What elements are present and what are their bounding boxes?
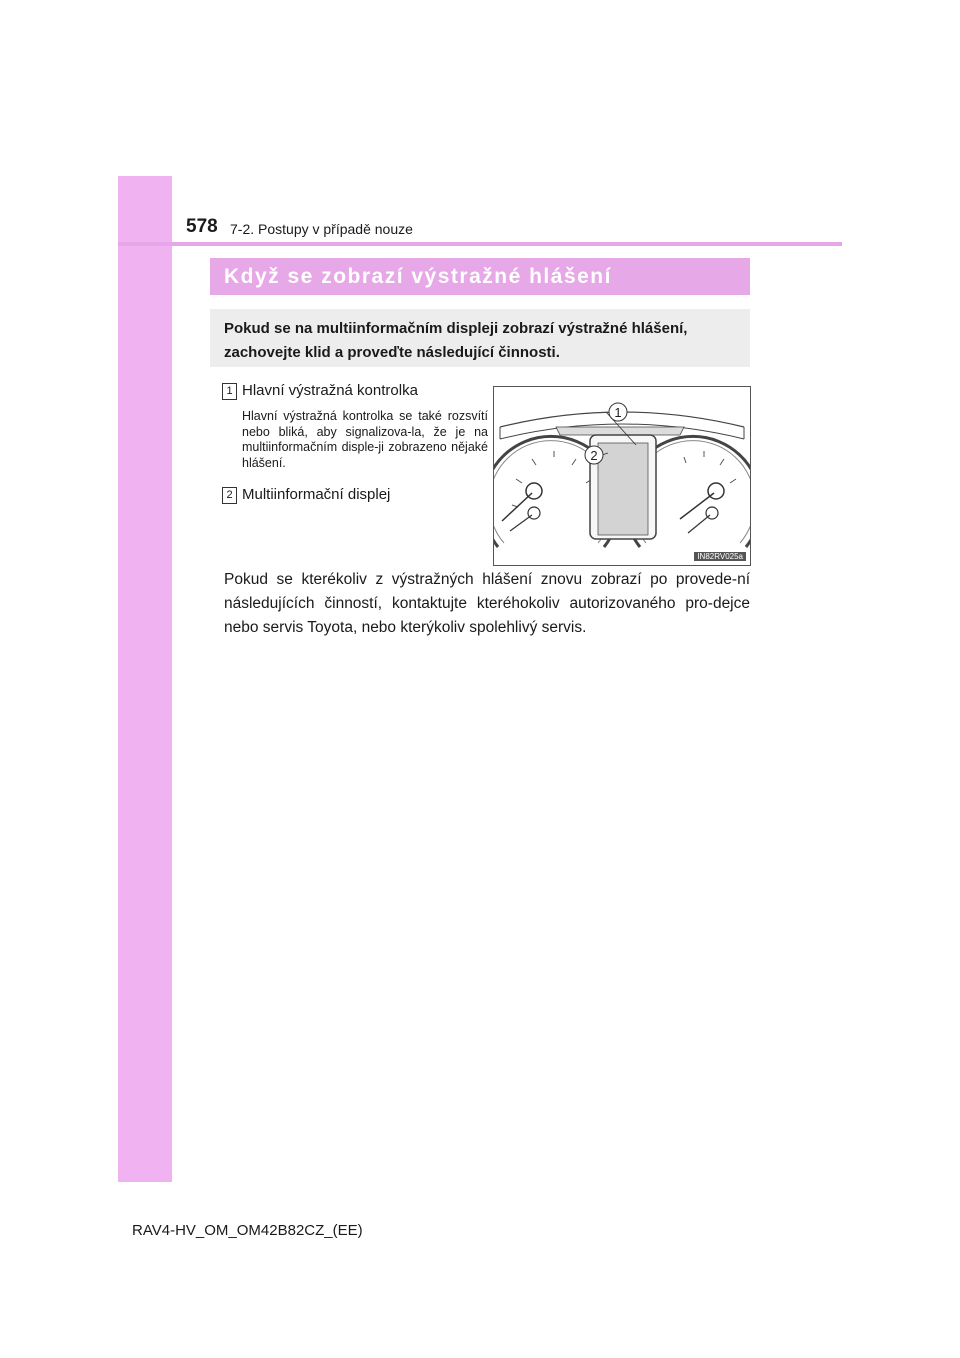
illustration-code: IN82RV025a [694, 552, 746, 561]
item-number-1: 1 [222, 383, 237, 400]
callout-1: 1 [614, 405, 622, 420]
instrument-cluster-drawing [494, 387, 750, 565]
callout-2: 2 [590, 448, 598, 463]
item-description-1: Hlavní výstražná kontrolka se také rozsvítí nebo bliká, aby signalizova-la, že je na multiinformačním disple-ji zobrazeno nějaké hlášení. [242, 409, 488, 470]
item-title-1: Hlavní výstražná kontrolka [242, 382, 418, 399]
item-number-2: 2 [222, 487, 237, 504]
heading-text: Když se zobrazí výstražné hlášení [224, 265, 612, 288]
item-title-2: Multiinformační displej [242, 486, 391, 503]
page-number: 578 [186, 216, 218, 237]
intro-text: Pokud se na multiinformačním displeji zobrazí výstražné hlášení, zachovejte klid a proveďte následující činnosti. [224, 320, 688, 361]
body-paragraph: Pokud se kterékoliv z výstražných hlášení znovu zobrazí po provede-ní následujících činností, kontaktujte kteréhokoliv autorizovaného pro-dejce nebo servis Toyota, nebo kterýkoliv spolehlivý servis. [224, 571, 750, 636]
instrument-cluster-illustration [493, 386, 751, 566]
section-title: 7-2. Postupy v případě nouze [230, 221, 413, 237]
footer-code: RAV4-HV_OM_OM42B82CZ_(EE) [132, 1222, 363, 1239]
side-bar [118, 176, 172, 1182]
intro-box [210, 309, 750, 367]
header-line [118, 242, 842, 246]
heading-band [210, 258, 750, 295]
